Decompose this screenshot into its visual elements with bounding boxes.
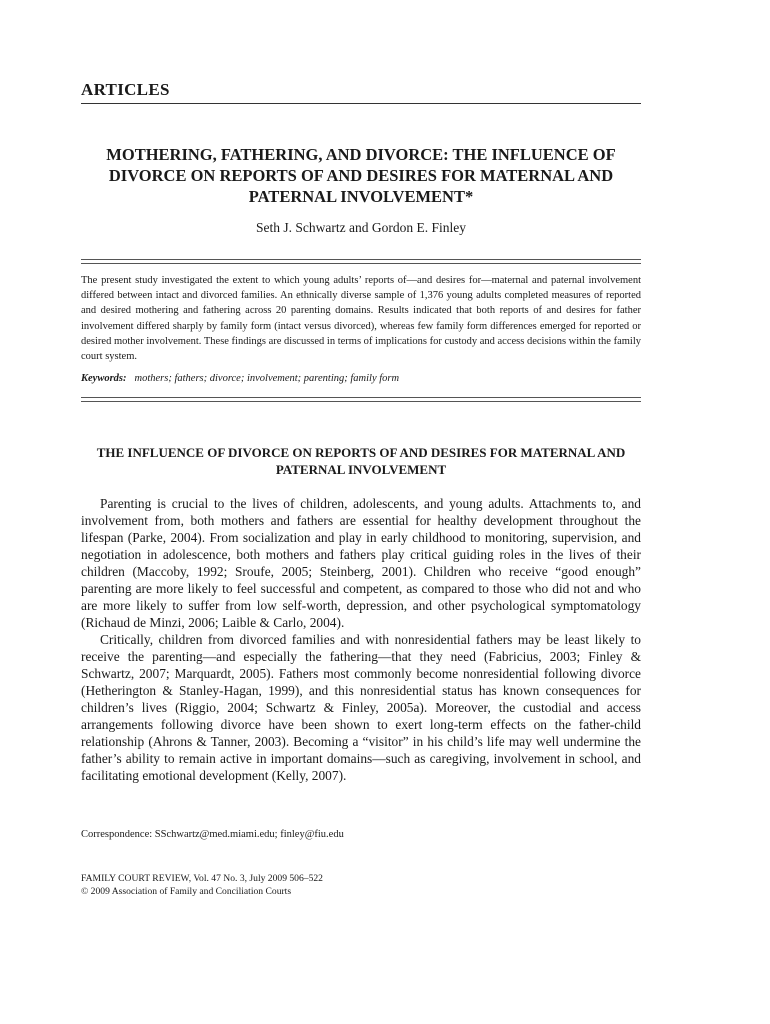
abstract-bottom-divider — [81, 397, 641, 402]
body-text — [81, 495, 641, 784]
abstract-top-divider — [81, 259, 641, 264]
keywords-list: mothers; fathers; divorce; involvement; parenting; family form — [134, 373, 400, 384]
body-paragraph: Critically, children from divorced families and with nonresidential fathers may be least likely to receive the parenting—and especially the fathering—that they need (Fabricius, 2003; Finley & Schwartz, 2007; Marquardt, 2005). Fathers most commonly become nonresidential following divorce (Hetherington & Stanley-Hagan, 1999), and this nonresidential status has known consequences for children’s lives (Riggio, 2004; Schwartz & Finley, 2005a). Moreover, the custodial and access arrangements following divorce have been shown to exert long-term effects on the father-child relationship (Ahrons & Tanner, 2003). Becoming a “visitor” in his child’s life may well undermine the father’s ability to remain active in important domains—such as caregiving, involvement in school, and facilitating emotional development (Kelly, 2007). — [81, 632, 641, 783]
abstract: The present study investigated the extent to which young adults’ reports of—and desires for—maternal and paternal involvement differed between intact and divorced families. An ethnically diverse sample of 1,376 young adults completed measures of reported and desired mothering and fathering across 20 parenting domains. Results indicated that both reports of and desires for father involvement differed sharply by family form (intact versus divorced), whereas few family form differences emerged for reported or desired mother involvement. These findings are discussed in terms of implications for custody and access decisions within the family court system. — [81, 275, 641, 363]
correspondence-note: Correspondence: SSchwartz@med.miami.edu; finley@fiu.edu — [81, 829, 344, 840]
article-authors: Seth J. Schwartz and Gordon E. Finley — [256, 220, 466, 235]
article-title: MOTHERING, FATHERING, AND DIVORCE: THE INFLUENCE OF DIVORCE ON REPORTS OF AND DESIRES FOR MATERNAL AND PATERNAL INVOLVEMENT* — [106, 145, 616, 206]
journal-citation: FAMILY COURT REVIEW, Vol. 47 No. 3, July 2009 506–522 — [81, 873, 323, 884]
section-label: ARTICLES — [81, 80, 641, 104]
keywords-line — [81, 373, 641, 384]
section-heading: THE INFLUENCE OF DIVORCE ON REPORTS OF AND DESIRES FOR MATERNAL AND PATERNAL INVOLVEMENT — [96, 445, 626, 477]
body-paragraph: Parenting is crucial to the lives of children, adolescents, and young adults. Attachments to, and involvement from, both mothers and fathers are essential for healthy development throughout the lifespan (Parke, 2004). From socialization and play in early childhood to monitoring, supervision, and negotiation in adolescence, both mothers and fathers play critical guiding roles in the lives of their children (Maccoby, 1992; Sroufe, 2005; Steinberg, 2001). Children who receive “good enough” parenting are more likely to feel successful and competent, as compared to those who did not and who are more likely to suffer from low self-worth, depression, and other psychological symptomatology (Richaud de Minzi, 2006; Laible & Carlo, 2004). — [81, 496, 641, 630]
copyright-notice: © 2009 Association of Family and Conciliation Courts — [81, 885, 292, 897]
keywords-label: Keywords: — [81, 373, 127, 384]
journal-footer — [81, 873, 641, 898]
